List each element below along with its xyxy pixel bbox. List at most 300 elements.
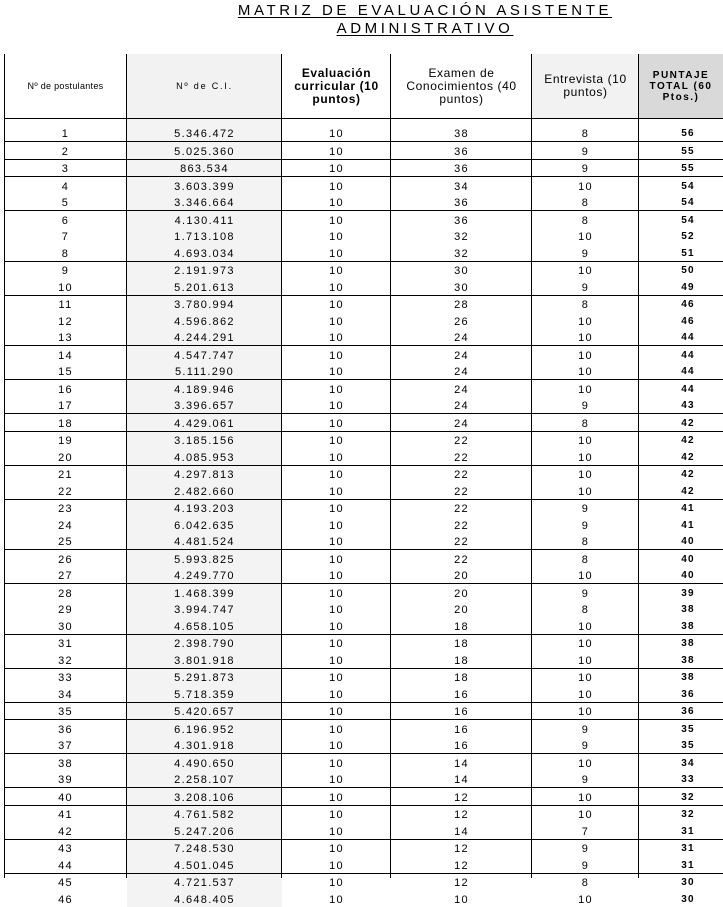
table-row: [4, 805, 723, 822]
cell-examen: 30: [454, 281, 469, 294]
cell-entrevista: 9: [532, 159, 639, 177]
cell-examen: 32: [454, 231, 469, 243]
cell-total: 38: [681, 604, 695, 615]
cell-num: 28: [4, 584, 127, 601]
header-total: PUNTAJE TOTAL (60 Ptos.): [639, 54, 723, 119]
cell-entrevista: 10: [532, 702, 639, 720]
cell-entrevista: 10: [532, 668, 639, 685]
cell-curricular: 10: [329, 654, 344, 667]
table-row: [4, 346, 723, 363]
cell-total: 36: [681, 688, 695, 700]
cell-ci: 4.547.747: [127, 346, 282, 363]
cell-entrevista: 10: [532, 346, 639, 363]
cell-ci: 4.596.862: [127, 312, 282, 329]
table-row: [4, 465, 723, 482]
cell-num: 17: [58, 400, 73, 412]
cell-num: 31: [4, 634, 127, 651]
cell-ci: 5.247.206: [127, 822, 282, 839]
cell-num: 30: [58, 620, 73, 633]
cell-total: 55: [639, 159, 723, 177]
title-line-1: MATRIZ DE EVALUACIÓN ASISTENTE: [237, 2, 613, 19]
cell-entrevista: 9: [581, 247, 590, 260]
cell-total: 42: [681, 451, 695, 463]
cell-examen: 20: [391, 584, 532, 601]
cell-num: 7: [61, 231, 70, 243]
cell-num: 6: [4, 211, 127, 228]
cell-ci: 5.201.613: [127, 278, 282, 295]
cell-entrevista: 10: [578, 366, 593, 378]
column-divider: [126, 54, 127, 878]
cell-examen: 24: [454, 332, 469, 344]
cell-curricular: 10: [282, 431, 391, 448]
cell-curricular: 10: [282, 346, 391, 363]
cell-num: 1: [61, 128, 70, 140]
cell-num: 11: [4, 295, 127, 312]
cell-entrevista: 8: [581, 604, 590, 616]
cell-total: 42: [639, 465, 723, 482]
cell-num: 16: [4, 380, 127, 397]
cell-total: 31: [639, 839, 723, 856]
table-row: [4, 685, 723, 702]
cell-examen: 12: [454, 859, 469, 872]
cell-num: 46: [58, 893, 73, 906]
cell-curricular: 10: [282, 177, 391, 194]
table-row: [4, 119, 723, 142]
cell-ci: 7.248.530: [127, 839, 282, 856]
cell-num: 38: [4, 754, 127, 771]
table-body: [4, 119, 723, 907]
cell-total: 38: [681, 620, 695, 632]
cell-entrevista: 9: [581, 740, 590, 752]
column-divider: [638, 54, 639, 878]
cell-examen: 22: [454, 451, 469, 464]
cell-examen: 22: [391, 465, 532, 482]
cell-ci: 3.994.747: [127, 601, 282, 618]
header-num: Nº de postulantes: [4, 54, 127, 119]
cell-entrevista: 9: [581, 519, 590, 532]
cell-ci: 4.301.918: [127, 737, 282, 754]
cell-ci: 3.346.664: [127, 194, 282, 211]
cell-entrevista: 10: [532, 805, 639, 822]
cell-ci: 4.130.411: [127, 211, 282, 228]
table-row: [4, 194, 723, 211]
table-row: [4, 601, 723, 618]
cell-entrevista: 10: [532, 431, 639, 448]
cell-total: 39: [639, 584, 723, 601]
cell-curricular: 10: [329, 536, 344, 548]
table-row: [4, 159, 723, 177]
table-row: [4, 516, 723, 533]
cell-ci: 2.258.107: [127, 771, 282, 788]
cell-total: 38: [639, 668, 723, 685]
table-border-left: [4, 54, 5, 878]
cell-entrevista: 10: [578, 620, 593, 633]
cell-ci: 6.196.952: [127, 720, 282, 737]
column-divider: [390, 54, 391, 878]
cell-curricular: 10: [329, 620, 344, 633]
table-row: [4, 617, 723, 634]
cell-ci: 4.429.061: [127, 414, 282, 432]
cell-total: 30: [639, 873, 723, 890]
cell-total: 54: [639, 177, 723, 194]
cell-entrevista: 9: [532, 720, 639, 737]
cell-ci: 3.396.657: [127, 397, 282, 414]
cell-total: 42: [681, 485, 695, 497]
cell-total: 41: [681, 519, 695, 531]
cell-total: 46: [639, 295, 723, 312]
cell-curricular: 10: [329, 332, 344, 344]
evaluation-table: [4, 54, 723, 907]
cell-examen: 24: [391, 380, 532, 397]
table-row: [4, 499, 723, 516]
cell-total: 40: [639, 550, 723, 567]
cell-examen: 18: [454, 654, 469, 667]
cell-entrevista: 8: [532, 550, 639, 567]
cell-examen: 12: [391, 839, 532, 856]
cell-ci: 3.208.106: [127, 788, 282, 806]
cell-total: 38: [639, 634, 723, 651]
cell-curricular: 10: [329, 570, 344, 582]
cell-curricular: 10: [329, 519, 344, 532]
cell-num: 12: [58, 315, 73, 328]
cell-total: 38: [681, 654, 695, 666]
table-row: [4, 702, 723, 720]
cell-total: 32: [639, 805, 723, 822]
cell-entrevista: 10: [532, 177, 639, 194]
cell-examen: 16: [454, 740, 469, 752]
cell-num: 13: [58, 332, 73, 344]
cell-entrevista: 9: [532, 584, 639, 601]
table-row: [4, 261, 723, 278]
cell-ci: 3.603.399: [127, 177, 282, 194]
table-row: [4, 431, 723, 448]
cell-examen: 32: [454, 247, 469, 260]
cell-curricular: 10: [329, 197, 344, 209]
cell-entrevista: 10: [578, 654, 593, 667]
cell-entrevista: 8: [532, 211, 639, 228]
header-ci: Nº de C.I.: [127, 54, 282, 119]
cell-examen: 14: [454, 774, 469, 786]
table-row: [4, 651, 723, 668]
column-divider: [531, 54, 532, 878]
cell-examen: 18: [454, 620, 469, 633]
cell-curricular: 10: [329, 604, 344, 616]
header-entrevista: Entrevista (10 puntos): [532, 54, 639, 119]
cell-curricular: 10: [329, 315, 344, 328]
cell-ci: 4.721.537: [127, 873, 282, 890]
cell-curricular: 10: [329, 893, 344, 906]
cell-curricular: 10: [282, 839, 391, 856]
cell-examen: 34: [391, 177, 532, 194]
table-row: [4, 211, 723, 228]
table-row: [4, 788, 723, 806]
cell-ci: 4.193.203: [127, 499, 282, 516]
cell-num: 34: [58, 688, 73, 701]
cell-entrevista: 10: [532, 261, 639, 278]
document-title: [200, 2, 650, 38]
table-row: [4, 567, 723, 584]
cell-total: 40: [681, 536, 695, 547]
cell-curricular: 10: [329, 774, 344, 786]
cell-curricular: 10: [282, 465, 391, 482]
cell-ci: 4.481.524: [127, 533, 282, 550]
cell-ci: 4.501.045: [127, 856, 282, 873]
cell-entrevista: 10: [578, 688, 593, 701]
table-row: [4, 550, 723, 567]
table-row: [4, 771, 723, 788]
table-row: [4, 397, 723, 414]
cell-ci: 5.346.472: [127, 119, 282, 142]
cell-curricular: 10: [282, 380, 391, 397]
cell-curricular: 10: [282, 499, 391, 516]
cell-num: 43: [4, 839, 127, 856]
table-row: [4, 890, 723, 907]
cell-total: 35: [639, 720, 723, 737]
cell-num: 2: [4, 142, 127, 160]
cell-examen: 18: [391, 668, 532, 685]
cell-curricular: 10: [282, 142, 391, 160]
cell-entrevista: 10: [578, 332, 593, 344]
cell-total: 49: [681, 281, 695, 293]
cell-entrevista: 7: [581, 825, 590, 838]
cell-ci: 4.244.291: [127, 329, 282, 346]
cell-total: 44: [681, 332, 695, 343]
cell-examen: 20: [454, 604, 469, 616]
cell-ci: 2.482.660: [127, 482, 282, 499]
cell-examen: 14: [391, 754, 532, 771]
cell-ci: 4.085.953: [127, 448, 282, 465]
cell-examen: 16: [454, 688, 469, 701]
cell-examen: 22: [391, 550, 532, 567]
cell-curricular: 10: [329, 281, 344, 294]
cell-examen: 22: [391, 431, 532, 448]
cell-examen: 24: [391, 346, 532, 363]
cell-total: 40: [681, 570, 695, 581]
cell-ci: 1.468.399: [127, 584, 282, 601]
cell-entrevista: 10: [532, 788, 639, 806]
cell-examen: 12: [391, 873, 532, 890]
cell-examen: 22: [454, 536, 469, 548]
cell-curricular: 10: [329, 366, 344, 378]
cell-num: 27: [58, 570, 73, 582]
cell-entrevista: 10: [532, 380, 639, 397]
cell-examen: 22: [454, 485, 469, 498]
cell-ci: 2.398.790: [127, 634, 282, 651]
cell-entrevista: 10: [532, 754, 639, 771]
cell-examen: 12: [391, 805, 532, 822]
cell-num: 21: [4, 465, 127, 482]
cell-entrevista: 8: [581, 197, 590, 209]
cell-ci: 5.993.825: [127, 550, 282, 567]
cell-total: 43: [681, 400, 695, 411]
cell-examen: 22: [391, 499, 532, 516]
cell-examen: 24: [454, 366, 469, 378]
table-row: [4, 668, 723, 685]
cell-curricular: 10: [329, 688, 344, 701]
cell-ci: 4.761.582: [127, 805, 282, 822]
table-row: [4, 414, 723, 432]
table-row: [4, 329, 723, 346]
cell-curricular: 10: [282, 295, 391, 312]
cell-num: 41: [4, 805, 127, 822]
cell-entrevista: 10: [578, 451, 593, 464]
cell-total: 52: [681, 231, 695, 242]
cell-num: 9: [4, 261, 127, 278]
cell-total: 31: [681, 859, 695, 871]
cell-ci: 5.420.657: [127, 702, 282, 720]
cell-examen: 16: [391, 720, 532, 737]
cell-num: 33: [4, 668, 127, 685]
cell-ci: 5.111.290: [127, 363, 282, 380]
cell-num: 26: [4, 550, 127, 567]
cell-ci: 4.490.650: [127, 754, 282, 771]
cell-num: 25: [58, 536, 73, 548]
cell-examen: 26: [454, 315, 469, 328]
cell-num: 15: [58, 366, 73, 378]
cell-num: 22: [58, 485, 73, 498]
table-row: [4, 634, 723, 651]
cell-num: 32: [58, 654, 73, 667]
cell-examen: 20: [454, 570, 469, 582]
cell-num: 35: [4, 702, 127, 720]
cell-ci: 1.713.108: [127, 228, 282, 245]
cell-ci: 4.658.105: [127, 617, 282, 634]
cell-curricular: 10: [282, 754, 391, 771]
cell-curricular: 10: [329, 859, 344, 872]
cell-examen: 12: [391, 788, 532, 806]
cell-entrevista: 9: [581, 400, 590, 412]
cell-entrevista: 8: [581, 536, 590, 548]
cell-ci: 4.189.946: [127, 380, 282, 397]
cell-examen: 36: [454, 197, 469, 209]
cell-ci: 5.718.359: [127, 685, 282, 702]
cell-entrevista: 9: [532, 839, 639, 856]
cell-entrevista: 10: [532, 634, 639, 651]
cell-num: 44: [58, 859, 73, 872]
cell-examen: 22: [454, 519, 469, 532]
cell-entrevista: 9: [581, 281, 590, 294]
cell-examen: 16: [391, 702, 532, 720]
cell-curricular: 10: [329, 400, 344, 412]
cell-entrevista: 9: [532, 142, 639, 160]
cell-num: 8: [61, 247, 70, 260]
cell-examen: 24: [454, 400, 469, 412]
cell-examen: 18: [391, 634, 532, 651]
cell-curricular: 10: [282, 211, 391, 228]
cell-examen: 10: [454, 893, 469, 906]
cell-curricular: 10: [329, 128, 344, 140]
table-row: [4, 278, 723, 295]
cell-num: 29: [58, 604, 73, 616]
cell-entrevista: 9: [581, 774, 590, 786]
cell-total: 55: [639, 142, 723, 160]
table-row: [4, 363, 723, 380]
table-row: [4, 737, 723, 754]
cell-ci: 4.693.034: [127, 244, 282, 261]
cell-num: 18: [4, 414, 127, 432]
cell-curricular: 10: [282, 159, 391, 177]
cell-entrevista: 8: [532, 295, 639, 312]
table-row: [4, 482, 723, 499]
cell-total: 35: [681, 740, 695, 751]
cell-num: 10: [58, 281, 73, 294]
cell-curricular: 10: [282, 788, 391, 806]
table-row: [4, 312, 723, 329]
cell-total: 33: [681, 774, 695, 785]
cell-examen: 36: [391, 159, 532, 177]
cell-ci: 4.297.813: [127, 465, 282, 482]
cell-curricular: 10: [282, 634, 391, 651]
cell-entrevista: 9: [532, 499, 639, 516]
cell-ci: 6.042.635: [127, 516, 282, 533]
cell-curricular: 10: [329, 247, 344, 260]
cell-curricular: 10: [329, 740, 344, 752]
cell-num: 36: [4, 720, 127, 737]
column-divider: [281, 54, 282, 878]
cell-total: 50: [639, 261, 723, 278]
table-row: [4, 177, 723, 194]
cell-num: 42: [58, 825, 73, 838]
cell-num: 37: [58, 740, 73, 752]
cell-total: 36: [639, 702, 723, 720]
cell-ci: 4.648.405: [127, 890, 282, 907]
cell-examen: 36: [391, 142, 532, 160]
title-line-2: ADMINISTRATIVO: [336, 20, 514, 37]
cell-num: 19: [4, 431, 127, 448]
table-row: [4, 380, 723, 397]
cell-ci: 3.185.156: [127, 431, 282, 448]
cell-ci: 4.249.770: [127, 567, 282, 584]
cell-curricular: 10: [329, 825, 344, 838]
cell-total: 42: [639, 414, 723, 432]
cell-entrevista: 8: [532, 414, 639, 432]
cell-ci: 3.801.918: [127, 651, 282, 668]
cell-num: 20: [58, 451, 73, 464]
cell-total: 41: [639, 499, 723, 516]
table-row: [4, 873, 723, 890]
cell-num: 45: [4, 873, 127, 890]
cell-entrevista: 10: [578, 315, 593, 328]
cell-total: 44: [639, 380, 723, 397]
table-row: [4, 228, 723, 245]
cell-total: 30: [681, 893, 695, 905]
cell-ci: 3.780.994: [127, 295, 282, 312]
cell-examen: 30: [391, 261, 532, 278]
cell-curricular: 10: [329, 451, 344, 464]
cell-total: 42: [639, 431, 723, 448]
cell-num: 40: [4, 788, 127, 806]
cell-examen: 36: [391, 211, 532, 228]
table-row: [4, 822, 723, 839]
cell-curricular: 10: [329, 231, 344, 243]
cell-ci: 863.534: [127, 159, 282, 177]
cell-curricular: 10: [282, 702, 391, 720]
table-row: [4, 142, 723, 160]
header-row: [4, 54, 723, 119]
cell-total: 31: [681, 825, 695, 837]
cell-total: 32: [639, 788, 723, 806]
cell-total: 44: [639, 346, 723, 363]
cell-num: 14: [4, 346, 127, 363]
cell-num: 24: [58, 519, 73, 532]
cell-total: 51: [681, 247, 695, 259]
cell-num: 4: [4, 177, 127, 194]
table-row: [4, 584, 723, 601]
cell-ci: 2.191.973: [127, 261, 282, 278]
cell-total: 56: [681, 128, 695, 139]
cell-total: 54: [681, 197, 695, 208]
cell-examen: 38: [454, 128, 469, 140]
